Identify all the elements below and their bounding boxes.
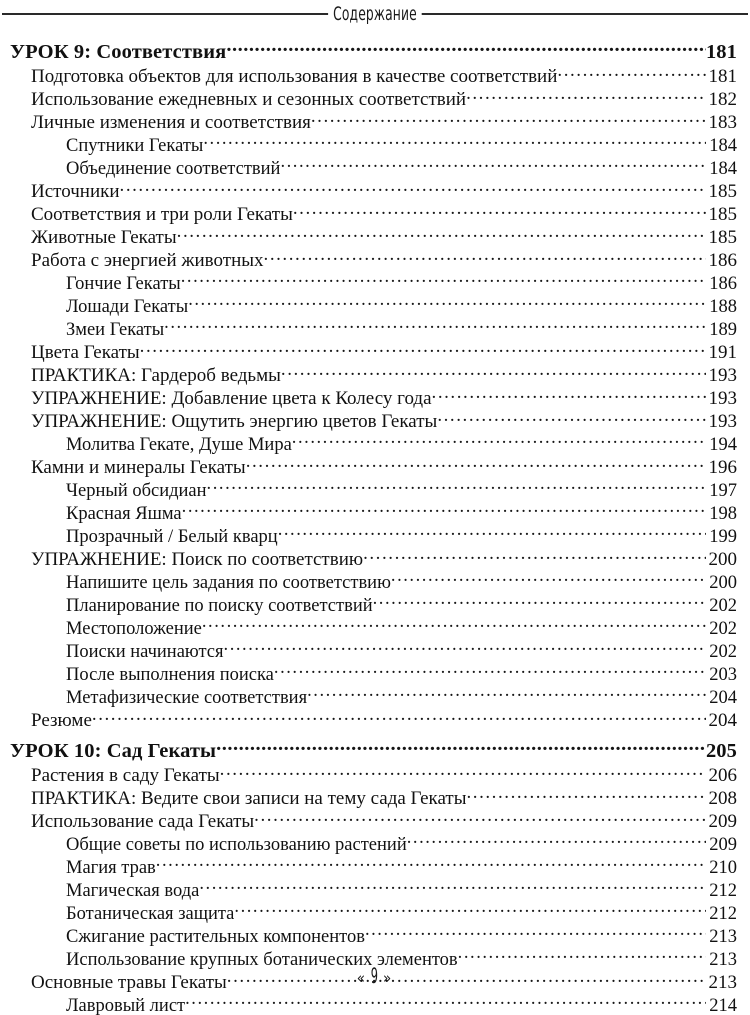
toc-entry[interactable] (0, 293, 750, 316)
toc-entry-title: УРОК 9: Соответствия (10, 41, 227, 63)
toc-entry[interactable] (0, 638, 750, 661)
toc-leader-dots (437, 408, 705, 427)
toc-leader-dots (293, 201, 706, 220)
toc-entry[interactable] (0, 247, 750, 270)
toc-entry[interactable] (0, 132, 750, 155)
toc-entry[interactable] (0, 992, 750, 1015)
toc-entry-title: Личные изменения и соответствия (31, 112, 311, 132)
toc-leader-dots (177, 224, 706, 243)
toc-entry-title: Основные травы Гекаты (31, 972, 227, 992)
toc-leader-dots (407, 831, 707, 850)
toc-entry-page-number: 204 (708, 710, 737, 730)
toc-entry-title: Планирование по поиску соответствий (66, 596, 373, 615)
toc-leader-dots (188, 293, 706, 312)
toc-entry-title: Подготовка объектов для использования в качестве соответствий (31, 66, 558, 86)
toc-entry-page-number: 212 (709, 881, 737, 900)
toc-entry-title: Лошади Гекаты (66, 297, 189, 316)
toc-entry-page-number: 185 (708, 227, 737, 247)
toc-entry-title: Местоположение (66, 619, 202, 638)
toc-leader-dots (199, 877, 706, 896)
toc-entry-title: Цвета Гекаты (31, 342, 140, 362)
toc-entry[interactable] (0, 900, 750, 923)
toc-leader-dots (203, 132, 706, 151)
toc-leader-dots (274, 661, 706, 680)
toc-entry-page-number: 181 (705, 41, 737, 63)
toc-entry-title: Спутники Гекаты (66, 136, 204, 155)
toc-leader-dots (156, 854, 706, 873)
toc-entry-page-number: 205 (705, 740, 737, 762)
toc-entry[interactable] (0, 831, 750, 854)
toc-leader-dots (458, 946, 707, 965)
toc-leader-dots (207, 477, 707, 496)
toc-entry-title: Магия трав (66, 858, 156, 877)
toc-entry-title: Гончие Гекаты (66, 274, 181, 293)
toc-entry-page-number: 212 (709, 904, 737, 923)
toc-entry[interactable] (0, 362, 750, 385)
toc-entry-page-number: 184 (709, 159, 737, 178)
toc-entry-title: Использование ежедневных и сезонных соответствий (31, 89, 467, 109)
toc-entry[interactable] (0, 316, 750, 339)
toc-entry-title: Использование крупных ботанических элементов (66, 950, 458, 969)
toc-entry-title: ПРАКТИКА: Гардероб ведьмы (31, 365, 281, 385)
toc-leader-dots (363, 546, 705, 565)
page-title: Содержание (328, 1, 422, 27)
toc-entry-page-number: 204 (709, 688, 737, 707)
toc-entry-title: Растения в саду Гекаты (31, 765, 220, 785)
toc-entry[interactable] (0, 201, 750, 224)
toc-entry-title: Объединение соответствий (66, 159, 281, 178)
toc-entry-title: После выполнения поиска (66, 665, 274, 684)
toc-entry[interactable] (0, 854, 750, 877)
toc-entry[interactable] (0, 431, 750, 454)
toc-entry[interactable] (0, 785, 750, 808)
toc-leader-dots (281, 362, 706, 381)
toc-entry-page-number: 196 (708, 457, 737, 477)
toc-entry-title: ПРАКТИКА: Ведите свои записи на тему сада Гекаты (31, 788, 467, 808)
toc-entry-page-number: 209 (708, 811, 737, 831)
toc-entry[interactable] (0, 477, 750, 500)
toc-entry-title: Источники (31, 181, 120, 201)
toc-entry-title: Ботаническая защита (66, 904, 235, 923)
toc-leader-dots (292, 431, 706, 450)
toc-entry-page-number: 193 (708, 365, 737, 385)
toc-entry[interactable] (0, 270, 750, 293)
folio-open-quote: « (356, 969, 367, 987)
toc-leader-dots (432, 385, 706, 404)
toc-entry-page-number: 183 (708, 112, 737, 132)
toc-entry-title: Лавровый лист (66, 996, 186, 1015)
toc-entry-page-number: 193 (708, 388, 737, 408)
toc-entry-page-number: 185 (708, 204, 737, 224)
toc-entry-title: Поиски начинаются (66, 642, 224, 661)
toc-entry-page-number: 191 (708, 342, 737, 362)
toc-entry-page-number: 202 (709, 619, 737, 638)
toc-entry-page-number: 194 (709, 435, 737, 454)
toc-entry[interactable] (0, 86, 750, 109)
toc-entry[interactable] (0, 37, 750, 63)
toc-entry[interactable] (0, 569, 750, 592)
toc-entry[interactable] (0, 523, 750, 546)
toc-entry-page-number: 193 (708, 411, 737, 431)
toc-entry-page-number: 202 (709, 596, 737, 615)
toc-entry-page-number: 208 (708, 788, 737, 808)
toc-leader-dots (311, 109, 706, 128)
toc-leader-dots (254, 808, 705, 827)
toc-leader-dots (391, 569, 706, 588)
toc-entry[interactable] (0, 408, 750, 431)
toc-entry-title: Змеи Гекаты (66, 320, 165, 339)
toc-entry-page-number: 186 (708, 250, 737, 270)
toc-entry-title: УПРАЖНЕНИЕ: Добавление цвета к Колесу года (31, 388, 432, 408)
toc-leader-dots (140, 339, 706, 358)
toc-entry-page-number: 200 (709, 573, 737, 592)
toc-entry[interactable] (0, 178, 750, 201)
toc-entry[interactable] (0, 224, 750, 247)
toc-entry[interactable] (0, 661, 750, 684)
toc-entry[interactable] (0, 155, 750, 178)
toc-entry-title: Метафизические соответствия (66, 688, 308, 707)
toc-entry-page-number: 184 (709, 136, 737, 155)
toc-entry[interactable] (0, 615, 750, 638)
toc-leader-dots (557, 63, 705, 82)
toc-leader-dots (466, 86, 705, 105)
toc-entry-title: Животные Гекаты (31, 227, 177, 247)
toc-entry[interactable] (0, 546, 750, 569)
folio-close-quote: » (383, 969, 394, 987)
toc-entry[interactable] (0, 762, 750, 785)
toc-leader-dots (264, 247, 706, 266)
toc-entry-page-number: 200 (708, 549, 737, 569)
toc-entry-page-number: 214 (709, 996, 737, 1015)
toc-entry-page-number: 198 (709, 504, 737, 523)
table-of-contents (0, 37, 750, 1015)
toc-entry[interactable] (0, 923, 750, 946)
toc-entry-title: Использование сада Гекаты (31, 811, 255, 831)
toc-leader-dots (182, 500, 707, 519)
toc-entry[interactable] (0, 808, 750, 831)
toc-entry-title: Соответствия и три роли Гекаты (31, 204, 293, 224)
toc-entry[interactable] (0, 109, 750, 132)
toc-leader-dots (365, 923, 706, 942)
toc-entry-page-number: 182 (708, 89, 737, 109)
toc-leader-dots (185, 992, 706, 1011)
toc-leader-dots (234, 900, 706, 919)
toc-entry[interactable] (0, 684, 750, 707)
toc-entry-page-number: 199 (709, 527, 737, 546)
toc-entry-title: Камни и минералы Гекаты (31, 457, 246, 477)
toc-entry-page-number: 186 (709, 274, 737, 293)
toc-entry[interactable] (0, 63, 750, 86)
toc-leader-dots (280, 155, 706, 174)
toc-leader-dots (120, 178, 706, 197)
toc-leader-dots (202, 615, 706, 634)
toc-leader-dots (278, 523, 707, 542)
toc-entry-page-number: 197 (709, 481, 737, 500)
toc-entry-title: Красная Яшма (66, 504, 182, 523)
toc-entry-title: УПРАЖНЕНИЕ: Ощутить энергию цветов Гекаты (31, 411, 438, 431)
toc-entry-page-number: 213 (709, 927, 737, 946)
toc-entry-title: Общие советы по использованию растений (66, 835, 407, 854)
toc-leader-dots (246, 454, 706, 473)
toc-entry-title: Прозрачный / Белый кварц (66, 527, 278, 546)
toc-entry-page-number: 203 (709, 665, 737, 684)
toc-leader-dots (181, 270, 707, 289)
toc-entry-title: Работа с энергией животных (31, 250, 264, 270)
page-header (0, 0, 750, 34)
toc-entry-page-number: 189 (709, 320, 737, 339)
toc-leader-dots (92, 707, 706, 726)
toc-entry-page-number: 202 (709, 642, 737, 661)
toc-entry-title: Магическая вода (66, 881, 200, 900)
toc-leader-dots (224, 638, 707, 657)
toc-entry[interactable] (0, 339, 750, 362)
toc-entry[interactable] (0, 736, 750, 762)
toc-entry-page-number: 188 (709, 297, 737, 316)
toc-leader-dots (164, 316, 706, 335)
toc-entry-page-number: 210 (709, 858, 737, 877)
toc-entry-page-number: 209 (709, 835, 737, 854)
toc-leader-dots (307, 684, 706, 703)
toc-entry[interactable] (0, 877, 750, 900)
toc-entry-title: Резюме (31, 710, 92, 730)
toc-leader-dots (220, 762, 706, 781)
toc-entry-page-number: 213 (708, 972, 737, 992)
toc-entry-title: Сжигание растительных компонентов (66, 927, 365, 946)
toc-entry-title: Молитва Гекате, Душе Мира (66, 435, 292, 454)
toc-entry-page-number: 206 (708, 765, 737, 785)
toc-leader-dots (373, 592, 707, 611)
toc-entry[interactable] (0, 385, 750, 408)
toc-leader-dots (216, 736, 706, 757)
toc-leader-dots (466, 785, 705, 804)
toc-entry-title: УРОК 10: Сад Гекаты (10, 740, 217, 762)
folio-page-number: 9 (370, 964, 380, 988)
toc-entry[interactable] (0, 454, 750, 477)
toc-entry-title: Напишите цель задания по соответствию (66, 573, 391, 592)
page-footer (0, 964, 750, 988)
toc-entry[interactable] (0, 592, 750, 615)
toc-entry[interactable] (0, 500, 750, 523)
folio (357, 964, 394, 988)
toc-entry-page-number: 213 (709, 950, 737, 969)
toc-leader-dots (226, 37, 706, 58)
toc-entry[interactable] (0, 707, 750, 730)
toc-entry-title: УПРАЖНЕНИЕ: Поиск по соответствию (31, 549, 364, 569)
toc-entry-title: Черный обсидиан (66, 481, 207, 500)
toc-entry-page-number: 181 (708, 66, 737, 86)
toc-entry-page-number: 185 (708, 181, 737, 201)
